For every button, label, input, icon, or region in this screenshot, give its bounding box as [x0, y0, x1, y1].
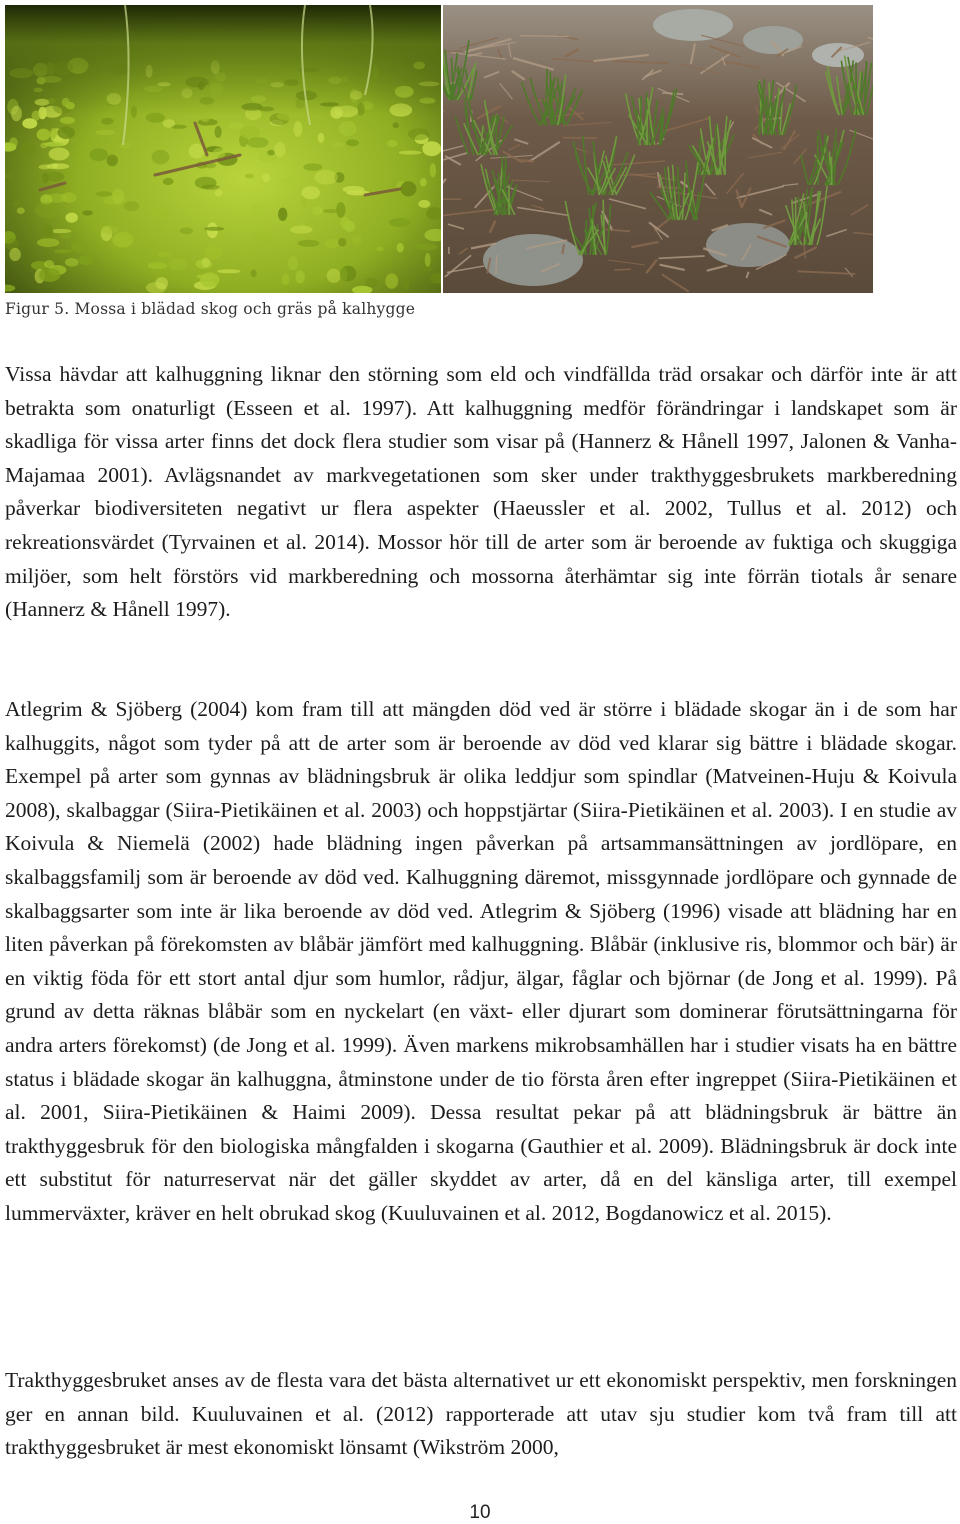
moss-photo-image — [5, 5, 441, 293]
clearcut-grass-photo — [443, 5, 873, 293]
figure-caption: Figur 5. Mossa i blädad skog och gräs på kalhygge — [5, 300, 415, 318]
paragraph-3: Trakthyggesbruket anses av de flesta vara det bästa alternativet ur ett ekonomiskt perspektiv, men forskningen ger en annan bild. Kuuluvainen et al. (2012) rapporterade att utav sju studier kom två fram till att trakthyggesbruket är mest ekonomiskt lönsamt (Wikström 2000, — [5, 1364, 957, 1465]
paragraph-1: Vissa hävdar att kalhuggning liknar den störning som eld och vindfällda träd orsakar och därför inte är att betrakta som onaturligt (Esseen et al. 1997). Att kalhuggning medför förändringar i landskapet som är skadliga för vissa arter finns det dock flera studier som visar på (Hannerz & Hånell 1997, Jalonen & Vanha-Majamaa 2001). Avlägsnandet av markvegetationen som sker under trakthyggesbrukets markberedning påverkar biodiversiteten negativt ur flera aspekter (Haeussler et al. 2002, Tullus et al. 2012) och rekreationsvärdet (Tyrvainen et al. 2014). Mossor hör till de arter som är beroende av fuktiga och skuggiga miljöer, som helt förstörs vid markberedning och mossorna återhämtar sig inte förrän tiotals år senare (Hannerz & Hånell 1997). — [5, 358, 957, 627]
clearcut-grass-photo-image — [443, 5, 873, 293]
paragraph-2: Atlegrim & Sjöberg (2004) kom fram till att mängden död ved är större i blädade skogar än i de som har kalhuggits, något som tyder på att de arter som är beroende av död ved klarar sig bättre i blädade skogar. Exempel på arter som gynnas av blädningsbruk är olika leddjur som spindlar (Matveinen-Huju & Koivula 2008), skalbaggar (Siira-Pietikäinen et al. 2003) och hoppstjärtar (Siira-Pietikäinen et al. 2003). I en studie av Koivula & Niemelä (2002) hade blädning ingen påverkan på artsammansättningen av jordlöpare, en skalbaggsfamilj som är beroende av död ved. Kalhuggning däremot, missgynnade jordlöpare och gynnade de skalbaggsarter som inte är lika beroende av död ved. Atlegrim & Sjöberg (1996) visade att blädning har en liten påverkan på förekomsten av blåbär jämfört med kalhuggning. Blåbär (inklusive ris, blommor och bär) är en viktig föda för ett stort antal djur som humlor, rådjur, älgar, fåglar och björnar (de Jong et al. 1999). På grund av detta räknas blåbär som en nyckelart (en växt- eller djurart som dominerar förutsättningarna för andra arters förekomst) (de Jong et al. 1999). Även markens mikrobsamhällen har i studier visats ha en bättre status i blädade skogar än kalhuggna, åtminstone under de tio första åren efter ingreppet (Siira-Pietikäinen et al. 2001, Siira-Pietikäinen & Haimi 2009). Dessa resultat pekar på att blädningsbruk är bättre än trakthyggesbruk för den biologiska mångfalden i skogarna (Gauthier et al. 2009). Blädningsbruk är dock inte ett substitut för naturreservat när det gäller skyddet av arter, då en del känsliga arter, till exempel lummerväxter, kräver en helt obrukad skog (Kuuluvainen et al. 2012, Bogdanowicz et al. 2015). — [5, 693, 957, 1231]
moss-photo — [5, 5, 441, 293]
figure-photos — [5, 5, 873, 293]
page-number: 10 — [0, 1502, 960, 1524]
